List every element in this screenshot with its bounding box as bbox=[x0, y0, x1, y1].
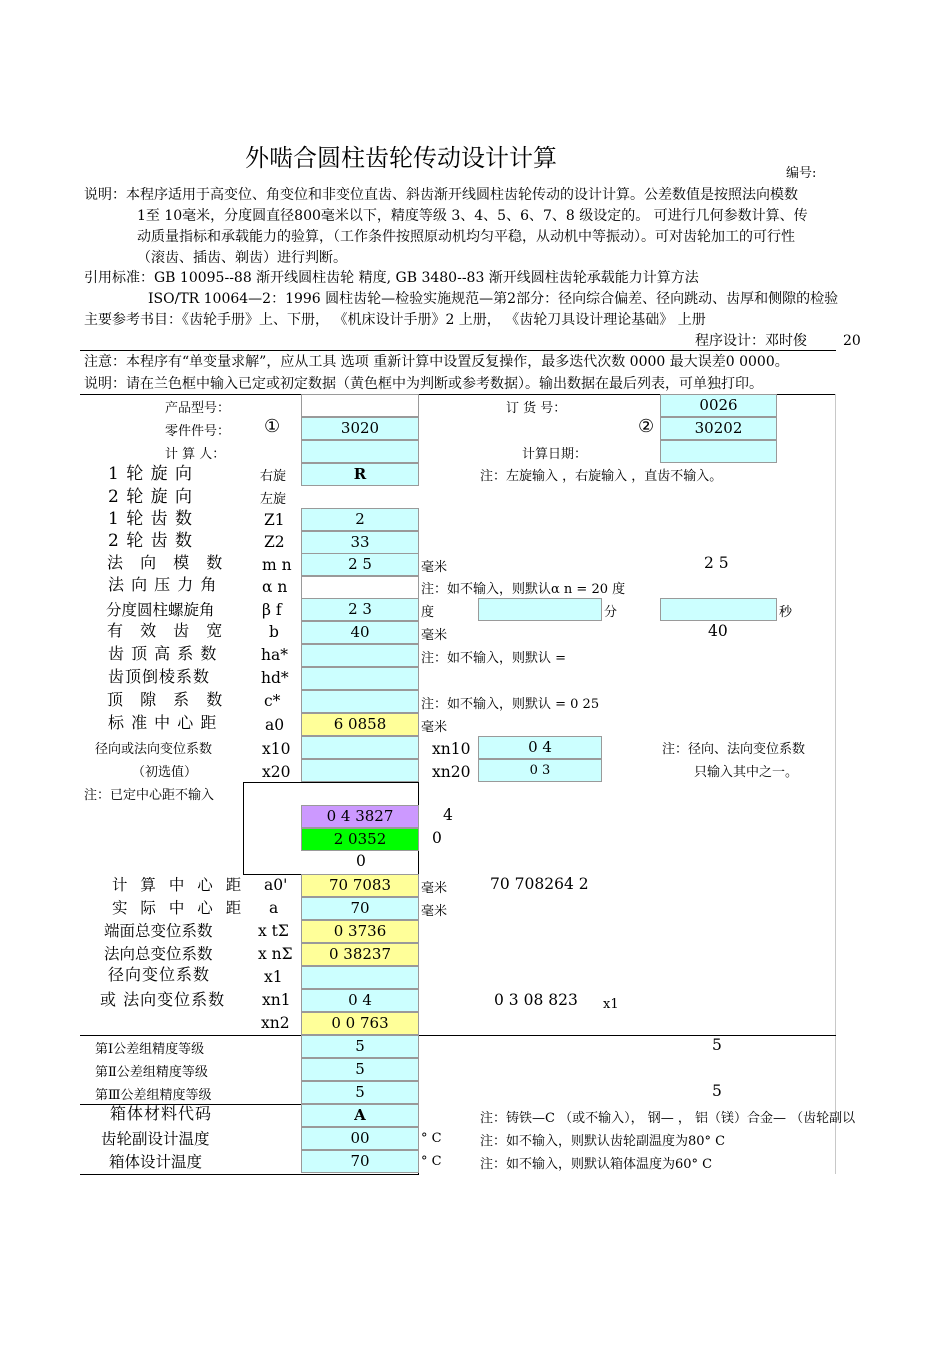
order-number-label: 订 货 号： bbox=[506, 401, 567, 416]
initial-value-label: （初选值） bbox=[132, 765, 198, 780]
xt-sigma-symbol: x tΣ bbox=[258, 922, 289, 940]
housing-temp-label: 箱体设计温度 bbox=[109, 1153, 203, 1171]
calc-value-purple: 0 4 3827 bbox=[301, 805, 419, 828]
face-width-unit: 毫米 bbox=[421, 628, 448, 643]
xn10-input[interactable]: 0 4 bbox=[478, 736, 602, 759]
addendum-label: 齿 顶 高 系 数 bbox=[108, 644, 218, 663]
xn20-symbol: xn20 bbox=[432, 763, 471, 781]
clearance-label: 顶 隙 系 数 bbox=[107, 690, 229, 709]
housing-temp-note: 注：如不输入，则默认箱体温度为60° C bbox=[480, 1157, 713, 1172]
standards-line-2: ISO/TR 10064—2：1996 圆柱齿轮—检验实施规范—第2部分：径向综合偏差、径向跳动、齿厚和侧隙的检验 bbox=[148, 291, 839, 307]
gear-2-teeth-label: 2 轮 齿 数 bbox=[108, 531, 194, 551]
iteration-note: 注意：本程序有“单变量求解”，应从工具 选项 重新计算中设置反复操作，最多迭代次数 0000 最大误差0 0000。 bbox=[84, 354, 789, 370]
x10-input[interactable] bbox=[301, 736, 419, 759]
c-note: 注：如不输入，则默认 = 0 25 bbox=[421, 697, 600, 712]
gear-2-hand-label: 2 轮 旋 向 bbox=[108, 487, 194, 507]
normal-module-label: 法 向 模 数 bbox=[107, 553, 229, 572]
product-model-label: 产品型号： bbox=[165, 401, 231, 416]
actual-center-distance-input[interactable]: 70 bbox=[301, 897, 419, 920]
xn2-value: 0 0 763 bbox=[301, 1012, 419, 1035]
degree-unit: 度 bbox=[421, 605, 435, 620]
c-input[interactable] bbox=[301, 690, 419, 713]
face-width-input[interactable]: 40 bbox=[301, 621, 419, 644]
xn10-symbol: xn10 bbox=[432, 740, 471, 758]
gear-temp-unit: ° C bbox=[421, 1131, 442, 1146]
helix-degree-input[interactable]: 2 3 bbox=[301, 598, 419, 621]
gear-1-hand-label: 1 轮 旋 向 bbox=[108, 464, 194, 484]
intro-line-3: 动质量指标和承载能力的验算，（工作条件按照原动机均匀平稳，从动机中等振动）。可对齿轮加工的可行性 bbox=[137, 229, 795, 245]
gear-temp-note: 注：如不输入，则默认齿轮副温度为80° C bbox=[480, 1134, 726, 1149]
tolerance-group-3-reference: 5 bbox=[712, 1082, 722, 1100]
transverse-shift-label: 端面总变位系数 bbox=[104, 922, 213, 940]
tolerance-group-1-label: 第Ⅰ公差组精度等级 bbox=[95, 1042, 205, 1057]
input-instructions: 说明：请在兰色框中输入已定或初定数据（黄色框中为判断或参考数据）。输出数据在最后列表，可单独打印。 bbox=[84, 376, 763, 392]
b-symbol: b bbox=[269, 623, 279, 641]
x10-symbol: x10 bbox=[262, 740, 291, 758]
right-grid-line bbox=[835, 394, 836, 1174]
face-width-label: 有 效 齿 宽 bbox=[107, 621, 229, 640]
divider-line bbox=[80, 350, 836, 351]
mn-unit: 毫米 bbox=[421, 560, 448, 575]
xn1-input[interactable]: 0 4 bbox=[301, 989, 419, 1012]
xn1-reference-symbol: x1 bbox=[603, 997, 619, 1012]
gear-1-marker: ① bbox=[264, 416, 282, 437]
tolerance-group-2-input[interactable]: 5 bbox=[301, 1058, 419, 1081]
helix-minute-input[interactable] bbox=[478, 598, 602, 621]
tolerance-group-3-input[interactable]: 5 bbox=[301, 1081, 419, 1104]
gear-2-hand-symbol: 左旋 bbox=[260, 492, 287, 507]
xn-sigma-symbol: x nΣ bbox=[258, 945, 293, 963]
radial-shift-label: 径向变位系数 bbox=[108, 965, 211, 984]
a0-symbol: a0 bbox=[265, 716, 285, 734]
transverse-shift-value: 0 3736 bbox=[301, 920, 419, 943]
housing-temp-unit: ° C bbox=[421, 1154, 442, 1169]
calc-center-distance-unit: 毫米 bbox=[421, 881, 448, 896]
mn-symbol: m n bbox=[262, 556, 292, 574]
xn20-input[interactable]: 0 3 bbox=[478, 759, 602, 782]
x1-input[interactable] bbox=[301, 966, 419, 989]
housing-material-input[interactable]: A bbox=[301, 1104, 419, 1127]
actual-center-distance-unit: 毫米 bbox=[421, 904, 448, 919]
designer-label: 程序设计：邓时俊 bbox=[695, 333, 807, 349]
housing-material-note: 注：铸铁—C （或不输入）， 钢— ， 铝（镁）合金— （齿轮副以 bbox=[480, 1111, 856, 1126]
calc-value-green: 2 0352 bbox=[301, 828, 419, 851]
alpha-n-input[interactable] bbox=[301, 576, 419, 599]
references-line: 主要参考书目：《齿轮手册》上、下册， 《机床设计手册》2 上册， 《齿轮刀具设计理论基础》 上册 bbox=[84, 312, 706, 328]
z2-symbol: Z2 bbox=[264, 533, 285, 551]
xn1-reference: 0 3 08 823 bbox=[494, 991, 578, 1009]
alpha-n-note: 注：如不输入，则默认α n = 20 度 bbox=[421, 582, 626, 597]
purple-reference: 4 bbox=[443, 806, 453, 824]
shift-note-1: 注：径向、法向变位系数 bbox=[662, 742, 806, 757]
product-model-input[interactable] bbox=[301, 394, 419, 417]
xn2-symbol: xn2 bbox=[261, 1014, 290, 1032]
helix-angle-label: 分度圆柱螺旋角 bbox=[106, 601, 215, 619]
intro-line-4: （滚齿、插齿、剃齿）进行判断。 bbox=[137, 250, 347, 266]
calculator-label: 计 算 人： bbox=[165, 447, 226, 462]
normal-shift-label: 法向总变位系数 bbox=[104, 945, 213, 963]
chamfer-label: 齿顶倒棱系数 bbox=[108, 667, 211, 686]
z2-input[interactable]: 33 bbox=[301, 531, 419, 554]
gear-temp-label: 齿轮副设计温度 bbox=[101, 1130, 210, 1148]
standards-line-1: 引用标准：GB 10095--88 渐开线圆柱齿轮 精度, GB 3480--83 渐开线圆柱齿轮承载能力计算方法 bbox=[84, 270, 699, 286]
tolerance-group-1-input[interactable]: 5 bbox=[301, 1035, 419, 1058]
serial-label: 编号: bbox=[786, 166, 817, 181]
second-unit: 秒 bbox=[779, 605, 793, 620]
pressure-angle-label: 法 向 压 力 角 bbox=[108, 575, 218, 594]
xn1-symbol: xn1 bbox=[262, 991, 291, 1009]
mn-input[interactable]: 2 5 bbox=[301, 553, 419, 576]
hd-symbol: hd* bbox=[261, 669, 289, 687]
part-number-1-input[interactable]: 3020 bbox=[301, 417, 419, 440]
housing-temp-input[interactable]: 70 bbox=[301, 1150, 419, 1173]
normal-shift-or-label: 或 法向变位系数 bbox=[100, 990, 226, 1009]
intro-line-1: 说明：本程序适用于高变位、角变位和非变位直齿、斜齿渐开线圆柱齿轮传动的设计计算。公差数值是按照法向模数 bbox=[84, 187, 798, 203]
intro-line-2: 1至 10毫米，分度圆直径800毫米以下，精度等级 3、4、5、6、7、8 级设定的。 可进行几何参数计算、传 bbox=[137, 208, 808, 224]
calc-date-input[interactable] bbox=[660, 440, 777, 463]
housing-material-label: 箱体材料代码 bbox=[110, 1104, 213, 1123]
page-title: 外啮合圆柱齿轮传动设计计算 bbox=[245, 144, 557, 172]
green-reference: 0 bbox=[432, 829, 442, 847]
shift-coef-label: 径向或法向变位系数 bbox=[95, 742, 213, 757]
calc-center-distance-value: 70 7083 bbox=[301, 874, 419, 897]
table-bottom-line bbox=[80, 1174, 419, 1175]
designer-number: 20 bbox=[843, 333, 861, 349]
z1-symbol: Z1 bbox=[264, 511, 285, 529]
x20-symbol: x20 bbox=[262, 763, 291, 781]
alpha-n-symbol: α n bbox=[262, 578, 288, 596]
mn-reference: 2 5 bbox=[704, 554, 729, 572]
calc-center-distance-label: 计 算 中 心 距 bbox=[112, 876, 246, 894]
tolerance-group-1-reference: 5 bbox=[712, 1036, 722, 1054]
gear-temp-input[interactable]: 00 bbox=[301, 1127, 419, 1150]
tolerance-group-2-label: 第Ⅱ公差组精度等级 bbox=[95, 1065, 208, 1080]
a0-prime-symbol: a0' bbox=[264, 876, 288, 894]
ha-note: 注：如不输入，则默认 = bbox=[421, 651, 567, 666]
gear-2-marker: ② bbox=[638, 416, 656, 437]
gear-1-teeth-label: 1 轮 齿 数 bbox=[108, 509, 194, 529]
c-symbol: c* bbox=[264, 692, 281, 710]
helix-second-input[interactable] bbox=[660, 598, 777, 621]
hand-note: 注：左旋输入 ，右旋输入 ，直齿不输入。 bbox=[480, 469, 723, 484]
calc-date-label: 计算日期： bbox=[522, 447, 588, 462]
std-center-distance-label: 标 准 中 心 距 bbox=[108, 713, 218, 732]
z1-input[interactable]: 2 bbox=[301, 508, 419, 531]
tolerance-group-3-label: 第Ⅲ公差组精度等级 bbox=[95, 1088, 212, 1103]
calc-value-zero: 0 bbox=[356, 852, 366, 870]
beta-symbol: β f bbox=[262, 601, 282, 619]
part-number-2-input[interactable]: 30202 bbox=[660, 417, 777, 440]
std-center-distance-value: 6 0858 bbox=[301, 713, 419, 736]
part-number-label: 零件件号： bbox=[165, 424, 231, 439]
face-width-reference: 40 bbox=[708, 622, 728, 640]
std-center-distance-unit: 毫米 bbox=[421, 720, 448, 735]
calc-center-distance-reference: 70 708264 2 bbox=[490, 875, 589, 893]
ha-symbol: ha* bbox=[261, 646, 288, 664]
tolerance-top-line bbox=[80, 1035, 836, 1036]
actual-center-distance-label: 实 际 中 心 距 bbox=[112, 899, 246, 917]
hd-input[interactable] bbox=[301, 667, 419, 690]
order-number-input[interactable]: 0026 bbox=[660, 394, 777, 417]
x20-input[interactable] bbox=[301, 759, 419, 782]
a-symbol: a bbox=[269, 899, 279, 917]
fixed-center-note: 注：已定中心距不输入 bbox=[84, 788, 215, 803]
minute-unit: 分 bbox=[604, 605, 618, 620]
gear-1-hand-input[interactable]: R bbox=[301, 463, 419, 486]
gear-1-hand-symbol: 右旋 bbox=[260, 469, 287, 484]
normal-shift-value: 0 38237 bbox=[301, 943, 419, 966]
x1-symbol: x1 bbox=[264, 968, 283, 986]
shift-note-2: 只输入其中之一。 bbox=[694, 765, 799, 780]
ha-input[interactable] bbox=[301, 644, 419, 667]
calculator-input[interactable] bbox=[301, 440, 419, 463]
